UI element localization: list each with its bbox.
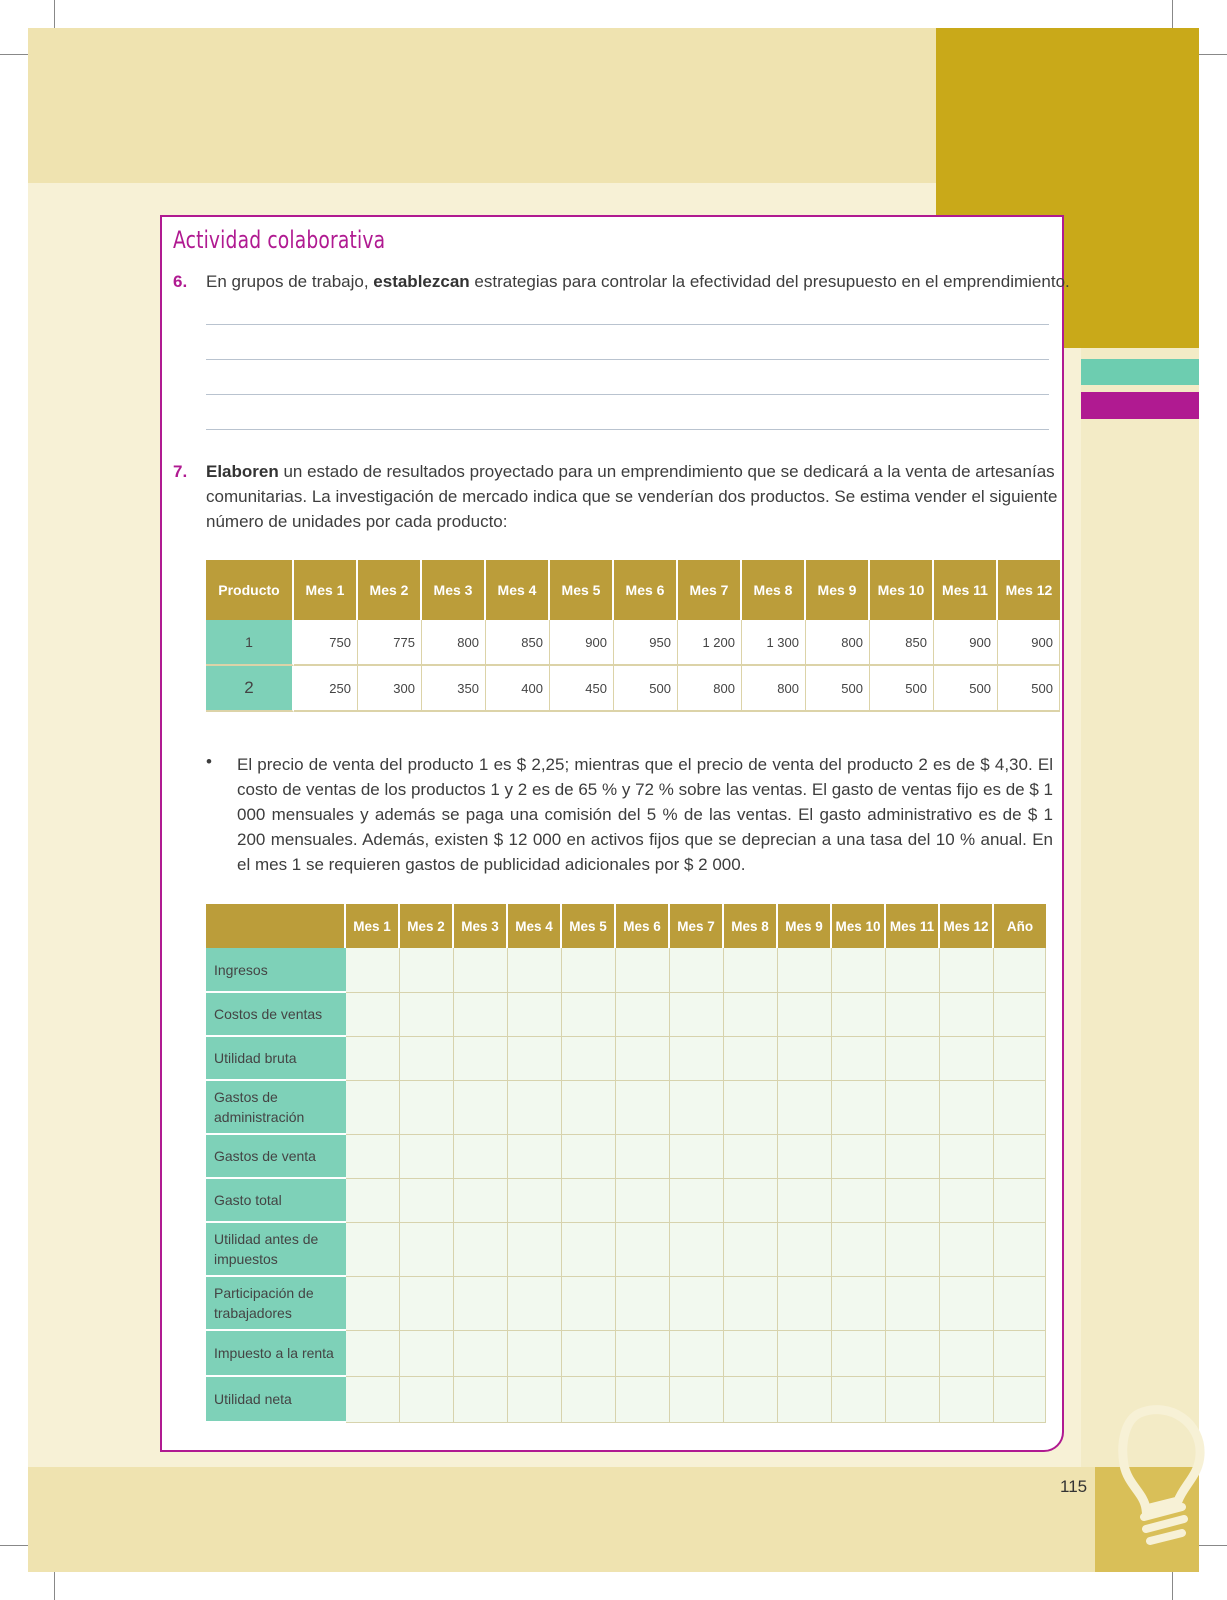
income-input-cell[interactable] bbox=[778, 1179, 832, 1223]
units-product-cell: 1 bbox=[206, 620, 294, 666]
income-input-cell[interactable] bbox=[940, 948, 994, 993]
income-input-cell[interactable] bbox=[724, 1277, 778, 1331]
units-header-month: Mes 5 bbox=[550, 560, 614, 620]
income-input-cell[interactable] bbox=[346, 1179, 400, 1223]
income-input-cell[interactable] bbox=[562, 1277, 616, 1331]
income-header-month: Mes 10 bbox=[832, 904, 886, 948]
units-header-product: Producto bbox=[206, 560, 294, 620]
units-cell: 500 bbox=[870, 666, 934, 712]
income-row-label: Costos de ventas bbox=[206, 993, 346, 1037]
income-input-cell[interactable] bbox=[508, 1277, 562, 1331]
income-input-cell[interactable] bbox=[670, 948, 724, 993]
question-6-pre: En grupos de trabajo, bbox=[206, 272, 374, 291]
units-table bbox=[206, 560, 1060, 712]
income-input-cell[interactable] bbox=[940, 1179, 994, 1223]
units-header-month: Mes 12 bbox=[998, 560, 1060, 620]
income-input-cell[interactable] bbox=[724, 1377, 778, 1423]
income-input-cell[interactable] bbox=[454, 1277, 508, 1331]
question-7-number: 7. bbox=[173, 462, 188, 481]
income-row-label: Gastos de venta bbox=[206, 1135, 346, 1179]
income-input-cell[interactable] bbox=[724, 1179, 778, 1223]
lightbulb-icon bbox=[1100, 1405, 1210, 1555]
income-header-month: Mes 11 bbox=[886, 904, 940, 948]
crop-mark bbox=[1172, 1572, 1173, 1600]
income-input-cell[interactable] bbox=[400, 1135, 454, 1179]
income-input-cell[interactable] bbox=[832, 1331, 886, 1377]
units-cell: 800 bbox=[806, 620, 870, 666]
income-header-year: Año bbox=[994, 904, 1046, 948]
income-input-cell[interactable] bbox=[724, 993, 778, 1037]
income-input-cell[interactable] bbox=[886, 1331, 940, 1377]
units-cell: 775 bbox=[358, 620, 422, 666]
units-header-month: Mes 1 bbox=[294, 560, 358, 620]
income-input-cell[interactable] bbox=[562, 1223, 616, 1277]
income-row-label: Utilidad antes de impuestos bbox=[206, 1223, 346, 1277]
income-input-cell[interactable] bbox=[400, 1037, 454, 1081]
units-cell: 500 bbox=[998, 666, 1060, 712]
magenta-tab-strip bbox=[1081, 392, 1199, 419]
income-input-cell[interactable] bbox=[940, 1277, 994, 1331]
income-input-cell[interactable] bbox=[886, 1135, 940, 1179]
income-input-cell[interactable] bbox=[562, 993, 616, 1037]
income-input-cell[interactable] bbox=[832, 1179, 886, 1223]
question-7-text bbox=[206, 459, 1056, 534]
units-header-month: Mes 9 bbox=[806, 560, 870, 620]
crop-mark bbox=[0, 1545, 28, 1546]
income-input-cell[interactable] bbox=[778, 1377, 832, 1423]
income-input-cell[interactable] bbox=[508, 1331, 562, 1377]
income-input-cell[interactable] bbox=[670, 1179, 724, 1223]
income-input-cell[interactable] bbox=[562, 1037, 616, 1081]
income-row bbox=[206, 1277, 1046, 1331]
units-cell: 900 bbox=[550, 620, 614, 666]
units-cell: 500 bbox=[934, 666, 998, 712]
income-row bbox=[206, 1223, 1046, 1277]
activity-title: Actividad colaborativa bbox=[173, 226, 386, 254]
income-row bbox=[206, 1135, 1046, 1179]
income-input-cell[interactable] bbox=[994, 1223, 1046, 1277]
income-input-cell[interactable] bbox=[454, 1377, 508, 1423]
income-input-cell[interactable] bbox=[832, 1037, 886, 1081]
income-input-cell[interactable] bbox=[832, 1277, 886, 1331]
income-input-cell[interactable] bbox=[670, 1223, 724, 1277]
units-cell: 500 bbox=[806, 666, 870, 712]
income-header-month: Mes 9 bbox=[778, 904, 832, 948]
income-input-cell[interactable] bbox=[778, 1037, 832, 1081]
income-input-cell[interactable] bbox=[508, 1135, 562, 1179]
units-header-month: Mes 11 bbox=[934, 560, 998, 620]
income-input-cell[interactable] bbox=[886, 1377, 940, 1423]
income-input-cell[interactable] bbox=[994, 1037, 1046, 1081]
income-input-cell[interactable] bbox=[940, 1331, 994, 1377]
units-cell: 850 bbox=[486, 620, 550, 666]
income-input-cell[interactable] bbox=[616, 1223, 670, 1277]
income-input-cell[interactable] bbox=[508, 1377, 562, 1423]
question-7-line2: comunitarias. La investigación de mercado indica que se venderían dos productos. Se estima vender el siguiente bbox=[206, 487, 1058, 506]
income-header-month: Mes 4 bbox=[508, 904, 562, 948]
income-header-corner bbox=[206, 904, 346, 948]
units-header-month: Mes 3 bbox=[422, 560, 486, 620]
income-input-cell[interactable] bbox=[778, 1277, 832, 1331]
income-input-cell[interactable] bbox=[400, 1081, 454, 1135]
income-input-cell[interactable] bbox=[994, 948, 1046, 993]
crop-mark bbox=[1199, 1545, 1227, 1546]
income-row-label: Ingresos bbox=[206, 948, 346, 993]
income-header-month: Mes 8 bbox=[724, 904, 778, 948]
income-input-cell[interactable] bbox=[832, 993, 886, 1037]
units-cell: 1 300 bbox=[742, 620, 806, 666]
page-footer-band bbox=[28, 1467, 1199, 1572]
income-input-cell[interactable] bbox=[562, 1331, 616, 1377]
income-input-cell[interactable] bbox=[994, 993, 1046, 1037]
income-row-label: Participación de trabajadores bbox=[206, 1277, 346, 1331]
income-input-cell[interactable] bbox=[346, 1081, 400, 1135]
income-input-cell[interactable] bbox=[724, 1135, 778, 1179]
income-input-cell[interactable] bbox=[508, 993, 562, 1037]
income-statement-table bbox=[206, 904, 1046, 1423]
income-input-cell[interactable] bbox=[346, 1377, 400, 1423]
question-6-number: 6. bbox=[173, 272, 188, 291]
income-row-label: Gastos de administración bbox=[206, 1081, 346, 1135]
units-header-month: Mes 2 bbox=[358, 560, 422, 620]
income-input-cell[interactable] bbox=[886, 1081, 940, 1135]
income-input-cell[interactable] bbox=[454, 1179, 508, 1223]
income-input-cell[interactable] bbox=[562, 1377, 616, 1423]
units-cell: 850 bbox=[870, 620, 934, 666]
income-input-cell[interactable] bbox=[886, 1179, 940, 1223]
income-input-cell[interactable] bbox=[940, 1081, 994, 1135]
income-header-month: Mes 5 bbox=[562, 904, 616, 948]
income-input-cell[interactable] bbox=[886, 993, 940, 1037]
income-input-cell[interactable] bbox=[724, 1223, 778, 1277]
income-input-cell[interactable] bbox=[508, 1037, 562, 1081]
income-row bbox=[206, 1037, 1046, 1081]
answer-line[interactable] bbox=[206, 359, 1049, 360]
income-input-cell[interactable] bbox=[508, 1223, 562, 1277]
units-cell: 350 bbox=[422, 666, 486, 712]
income-input-cell[interactable] bbox=[994, 1277, 1046, 1331]
income-input-cell[interactable] bbox=[886, 948, 940, 993]
units-cell: 950 bbox=[614, 620, 678, 666]
income-input-cell[interactable] bbox=[346, 1331, 400, 1377]
question-6-verb: establezcan bbox=[373, 272, 470, 291]
income-input-cell[interactable] bbox=[454, 993, 508, 1037]
income-input-cell[interactable] bbox=[616, 1135, 670, 1179]
income-input-cell[interactable] bbox=[616, 1037, 670, 1081]
income-input-cell[interactable] bbox=[724, 1037, 778, 1081]
income-row bbox=[206, 1331, 1046, 1377]
income-input-cell[interactable] bbox=[508, 1179, 562, 1223]
income-header-month: Mes 12 bbox=[940, 904, 994, 948]
income-input-cell[interactable] bbox=[616, 948, 670, 993]
income-input-cell[interactable] bbox=[400, 1331, 454, 1377]
income-input-cell[interactable] bbox=[562, 1135, 616, 1179]
units-header-month: Mes 7 bbox=[678, 560, 742, 620]
units-cell: 500 bbox=[614, 666, 678, 712]
income-input-cell[interactable] bbox=[400, 1179, 454, 1223]
income-input-cell[interactable] bbox=[778, 1081, 832, 1135]
income-input-cell[interactable] bbox=[778, 993, 832, 1037]
question-7-verb: Elaboren bbox=[206, 462, 279, 481]
question-7-line3: número de unidades por cada producto: bbox=[206, 512, 508, 531]
income-row bbox=[206, 1081, 1046, 1135]
income-row-label: Utilidad bruta bbox=[206, 1037, 346, 1081]
income-input-cell[interactable] bbox=[670, 1037, 724, 1081]
income-input-cell[interactable] bbox=[346, 1223, 400, 1277]
income-input-cell[interactable] bbox=[940, 1377, 994, 1423]
income-input-cell[interactable] bbox=[886, 1223, 940, 1277]
units-row-product-1 bbox=[206, 620, 1060, 666]
units-cell: 800 bbox=[422, 620, 486, 666]
income-input-cell[interactable] bbox=[832, 948, 886, 993]
units-cell: 450 bbox=[550, 666, 614, 712]
income-input-cell[interactable] bbox=[616, 1277, 670, 1331]
income-input-cell[interactable] bbox=[616, 1179, 670, 1223]
units-cell: 1 200 bbox=[678, 620, 742, 666]
income-input-cell[interactable] bbox=[346, 993, 400, 1037]
income-header-month: Mes 7 bbox=[670, 904, 724, 948]
income-input-cell[interactable] bbox=[724, 948, 778, 993]
question-6-text bbox=[206, 269, 1070, 294]
income-input-cell[interactable] bbox=[562, 1179, 616, 1223]
income-input-cell[interactable] bbox=[940, 1037, 994, 1081]
income-input-cell[interactable] bbox=[832, 1223, 886, 1277]
income-input-cell[interactable] bbox=[670, 993, 724, 1037]
units-header-month: Mes 10 bbox=[870, 560, 934, 620]
income-input-cell[interactable] bbox=[778, 948, 832, 993]
income-input-cell[interactable] bbox=[346, 1135, 400, 1179]
income-input-cell[interactable] bbox=[616, 1331, 670, 1377]
crop-mark bbox=[54, 1572, 55, 1600]
income-input-cell[interactable] bbox=[940, 1135, 994, 1179]
income-input-cell[interactable] bbox=[616, 1377, 670, 1423]
income-input-cell[interactable] bbox=[778, 1331, 832, 1377]
income-input-cell[interactable] bbox=[454, 1037, 508, 1081]
units-product-cell: 2 bbox=[206, 666, 294, 712]
income-input-cell[interactable] bbox=[886, 1037, 940, 1081]
teal-tab-strip bbox=[1081, 359, 1199, 385]
income-input-cell[interactable] bbox=[454, 1223, 508, 1277]
income-row-label: Gasto total bbox=[206, 1179, 346, 1223]
units-row-product-2 bbox=[206, 666, 1060, 712]
income-input-cell[interactable] bbox=[562, 948, 616, 993]
income-input-cell[interactable] bbox=[346, 1277, 400, 1331]
income-row bbox=[206, 948, 1046, 993]
units-cell: 800 bbox=[742, 666, 806, 712]
income-input-cell[interactable] bbox=[670, 1277, 724, 1331]
income-row bbox=[206, 1377, 1046, 1423]
income-input-cell[interactable] bbox=[670, 1377, 724, 1423]
income-input-cell[interactable] bbox=[940, 993, 994, 1037]
income-input-cell[interactable] bbox=[400, 1277, 454, 1331]
units-header-month: Mes 6 bbox=[614, 560, 678, 620]
income-input-cell[interactable] bbox=[454, 1081, 508, 1135]
income-row-label: Impuesto a la renta bbox=[206, 1331, 346, 1377]
crop-mark bbox=[54, 0, 55, 28]
income-input-cell[interactable] bbox=[832, 1135, 886, 1179]
income-input-cell[interactable] bbox=[400, 993, 454, 1037]
crop-mark bbox=[1199, 54, 1227, 55]
income-input-cell[interactable] bbox=[670, 1135, 724, 1179]
income-input-cell[interactable] bbox=[562, 1081, 616, 1135]
income-input-cell[interactable] bbox=[616, 1081, 670, 1135]
bullet-text: El precio de venta del producto 1 es $ 2,25; mientras que el precio de venta del producto 2 es de $ 4,30. El costo de ventas de los productos 1 y 2 es de 65 % y 72 % sobre las ventas. El gasto de ventas fijo es de $ 1 000 mensuales y además se paga una comisión del 5 % de las ventas. El gasto administrativo es de $ 1 200 mensuales. Además, existen $ 12 000 en activos fijos que se deprecian a una tasa del 10 % anual. En el mes 1 se requieren gastos de publicidad adicionales por $ 2 000. bbox=[237, 755, 1053, 874]
income-input-cell[interactable] bbox=[400, 948, 454, 993]
income-input-cell[interactable] bbox=[346, 948, 400, 993]
income-input-cell[interactable] bbox=[940, 1223, 994, 1277]
income-row-label: Utilidad neta bbox=[206, 1377, 346, 1423]
income-input-cell[interactable] bbox=[400, 1377, 454, 1423]
units-cell: 900 bbox=[934, 620, 998, 666]
income-input-cell[interactable] bbox=[832, 1377, 886, 1423]
income-header-month: Mes 1 bbox=[346, 904, 400, 948]
income-row bbox=[206, 1179, 1046, 1223]
answer-line[interactable] bbox=[206, 429, 1049, 430]
income-header-month: Mes 2 bbox=[400, 904, 454, 948]
income-input-cell[interactable] bbox=[616, 993, 670, 1037]
units-cell: 800 bbox=[678, 666, 742, 712]
income-input-cell[interactable] bbox=[724, 1081, 778, 1135]
page-number: 115 bbox=[1060, 1477, 1088, 1496]
income-input-cell[interactable] bbox=[994, 1331, 1046, 1377]
units-cell: 400 bbox=[486, 666, 550, 712]
question-7-line1: un estado de resultados proyectado para un emprendimiento que se dedicará a la venta de artesanías bbox=[278, 462, 1055, 481]
answer-line[interactable] bbox=[206, 394, 1049, 395]
units-cell: 900 bbox=[998, 620, 1060, 666]
income-input-cell[interactable] bbox=[454, 1331, 508, 1377]
crop-mark bbox=[1172, 0, 1173, 28]
income-input-cell[interactable] bbox=[454, 1135, 508, 1179]
income-input-cell[interactable] bbox=[994, 1377, 1046, 1423]
income-header-month: Mes 3 bbox=[454, 904, 508, 948]
income-input-cell[interactable] bbox=[670, 1081, 724, 1135]
income-input-cell[interactable] bbox=[832, 1081, 886, 1135]
income-input-cell[interactable] bbox=[994, 1081, 1046, 1135]
income-row bbox=[206, 993, 1046, 1037]
answer-line[interactable] bbox=[206, 324, 1049, 325]
units-cell: 250 bbox=[294, 666, 358, 712]
income-input-cell[interactable] bbox=[508, 948, 562, 993]
income-input-cell[interactable] bbox=[400, 1223, 454, 1277]
income-input-cell[interactable] bbox=[778, 1135, 832, 1179]
units-cell: 300 bbox=[358, 666, 422, 712]
crop-mark bbox=[0, 54, 28, 55]
income-input-cell[interactable] bbox=[778, 1223, 832, 1277]
units-header-month: Mes 8 bbox=[742, 560, 806, 620]
income-input-cell[interactable] bbox=[994, 1135, 1046, 1179]
question-6-post: estrategias para controlar la efectividad del presupuesto en el emprendimiento. bbox=[469, 272, 1070, 291]
income-input-cell[interactable] bbox=[454, 948, 508, 993]
income-input-cell[interactable] bbox=[994, 1179, 1046, 1223]
units-header-month: Mes 4 bbox=[486, 560, 550, 620]
income-input-cell[interactable] bbox=[346, 1037, 400, 1081]
income-input-cell[interactable] bbox=[724, 1331, 778, 1377]
units-cell: 750 bbox=[294, 620, 358, 666]
income-input-cell[interactable] bbox=[508, 1081, 562, 1135]
income-header-month: Mes 6 bbox=[616, 904, 670, 948]
income-input-cell[interactable] bbox=[670, 1331, 724, 1377]
bullet-dot: • bbox=[206, 752, 212, 771]
income-input-cell[interactable] bbox=[886, 1277, 940, 1331]
